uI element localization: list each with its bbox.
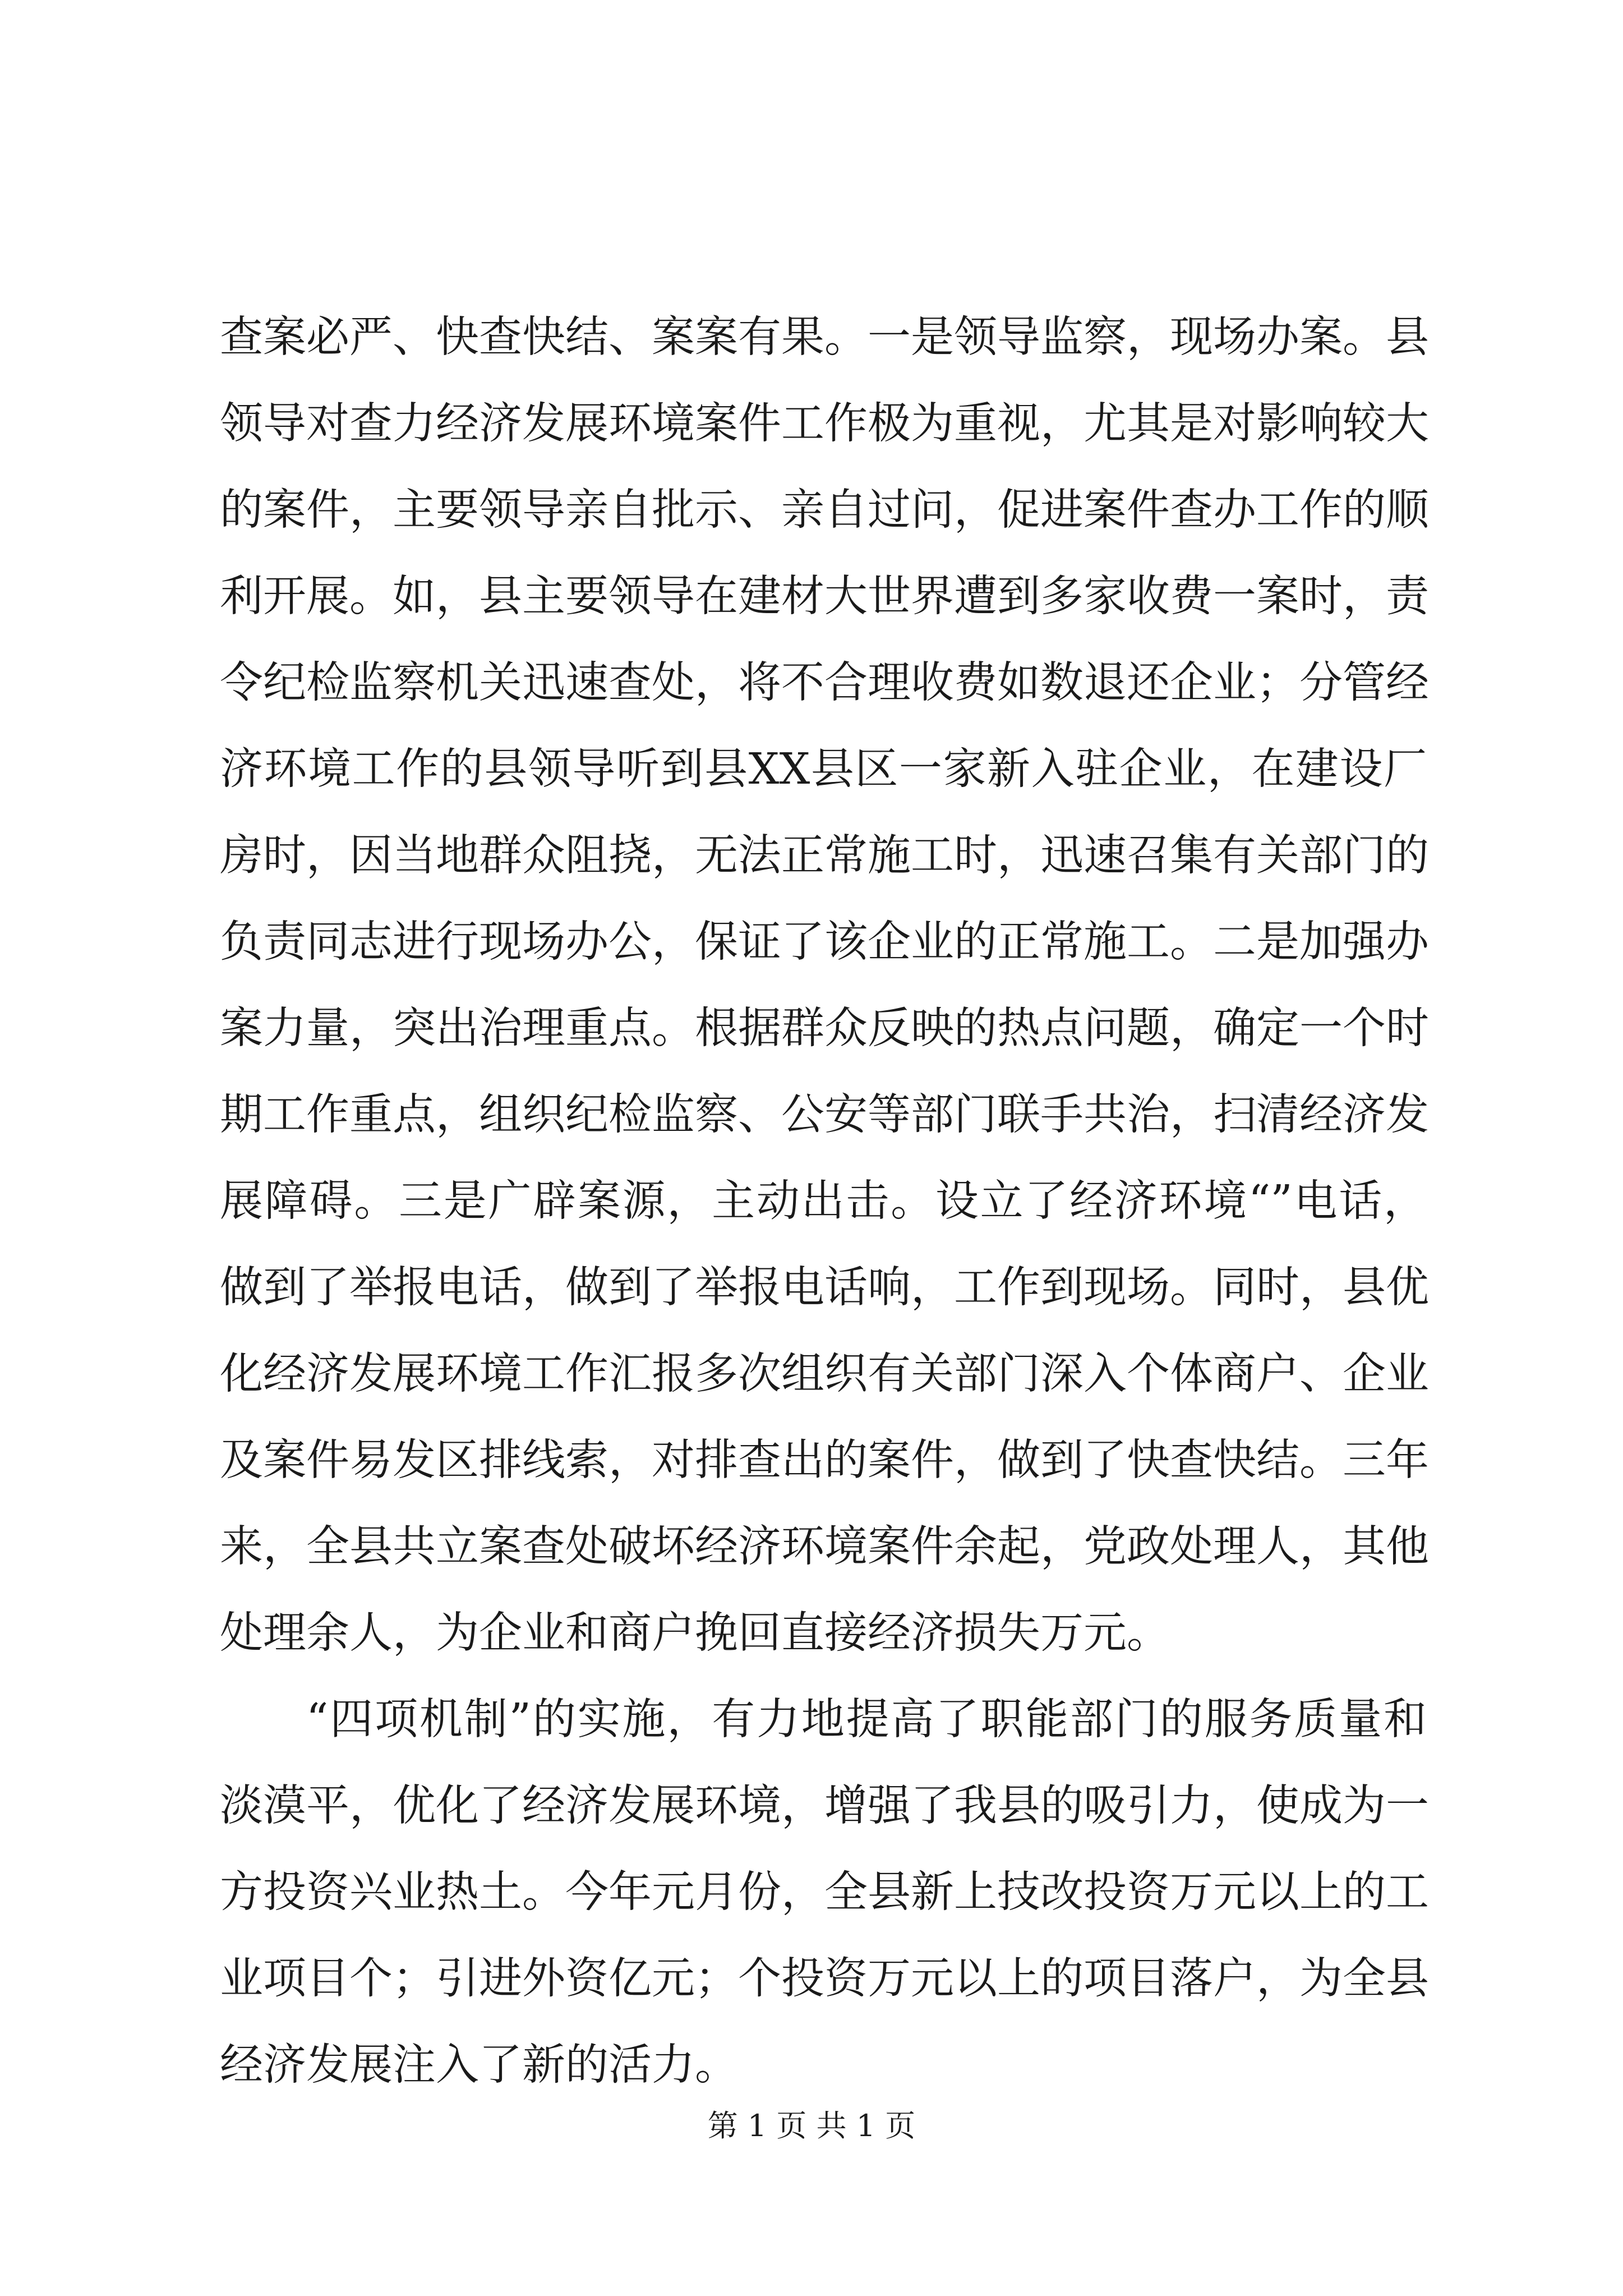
text-line: 及案件易发区排线索，对排查出的案件，做到了快查快结。三年: [220, 1435, 1429, 1485]
text-line: 展障碍。三是广辟案源，主动出击。设立了经济环境“”电话，: [220, 1176, 1427, 1226]
text-line: 淡漠平，优化了经济发展环境，增强了我县的吸引力，使成为一: [220, 1781, 1429, 1831]
text-line: 方投资兴业热土。今年元月份，全县新上技改投资万元以上的工: [220, 1867, 1429, 1917]
text-line: 案力量，突出治理重点。根据群众反映的热点问题，确定一个时: [220, 1004, 1429, 1053]
text-line: 期工作重点，组织纪检监察、公安等部门联手共治，扫清经济发: [220, 1090, 1429, 1140]
text-line: 业项目个；引进外资亿元；个投资万元以上的项目落户，为全县: [220, 1954, 1429, 2004]
text-line: 来，全县共立案查处破坏经济环境案件余起，党政处理人，其他: [220, 1522, 1429, 1572]
body-text: [220, 295, 1427, 2109]
text-line: 济环境工作的县领导听到县XX县区一家新入驻企业，在建设厂: [220, 744, 1427, 794]
text-line: 令纪检监察机关迅速查处，将不合理收费如数退还企业；分管经: [220, 658, 1429, 708]
paragraph-2: [220, 1677, 1427, 2109]
text-line: 查案必严、快查快结、案案有果。一是领导监察，现场办案。县: [220, 312, 1429, 362]
text-line: 处理余人，为企业和商户挽回直接经济损失万元。: [220, 1608, 1170, 1658]
text-line: 房时，因当地群众阻挠，无法正常施工时，迅速召集有关部门的: [220, 831, 1429, 881]
text-line: 负责同志进行现场办公，保证了该企业的正常施工。二是加强办: [220, 917, 1429, 967]
text-line: 利开展。如，县主要领导在建材大世界遭到多家收费一案时，责: [220, 572, 1429, 622]
text-line: 经济发展注入了新的活力。: [220, 2040, 738, 2090]
page-footer: [0, 2106, 1623, 2146]
text-line: 的案件，主要领导亲自批示、亲自过问，促进案件查办工作的顺: [220, 485, 1429, 535]
text-line: 做到了举报电话，做到了举报电话响，工作到现场。同时，县优: [220, 1263, 1429, 1313]
page-number: 第 1 页 共 1 页: [707, 2108, 916, 2143]
text-line: “四项机制”的实施，有力地提高了职能部门的服务质量和: [306, 1695, 1427, 1745]
paragraph-1: [220, 295, 1427, 1677]
text-line: 领导对查力经济发展环境案件工作极为重视，尤其是对影响较大: [220, 399, 1429, 449]
text-line: 化经济发展环境工作汇报多次组织有关部门深入个体商户、企业: [220, 1349, 1429, 1399]
